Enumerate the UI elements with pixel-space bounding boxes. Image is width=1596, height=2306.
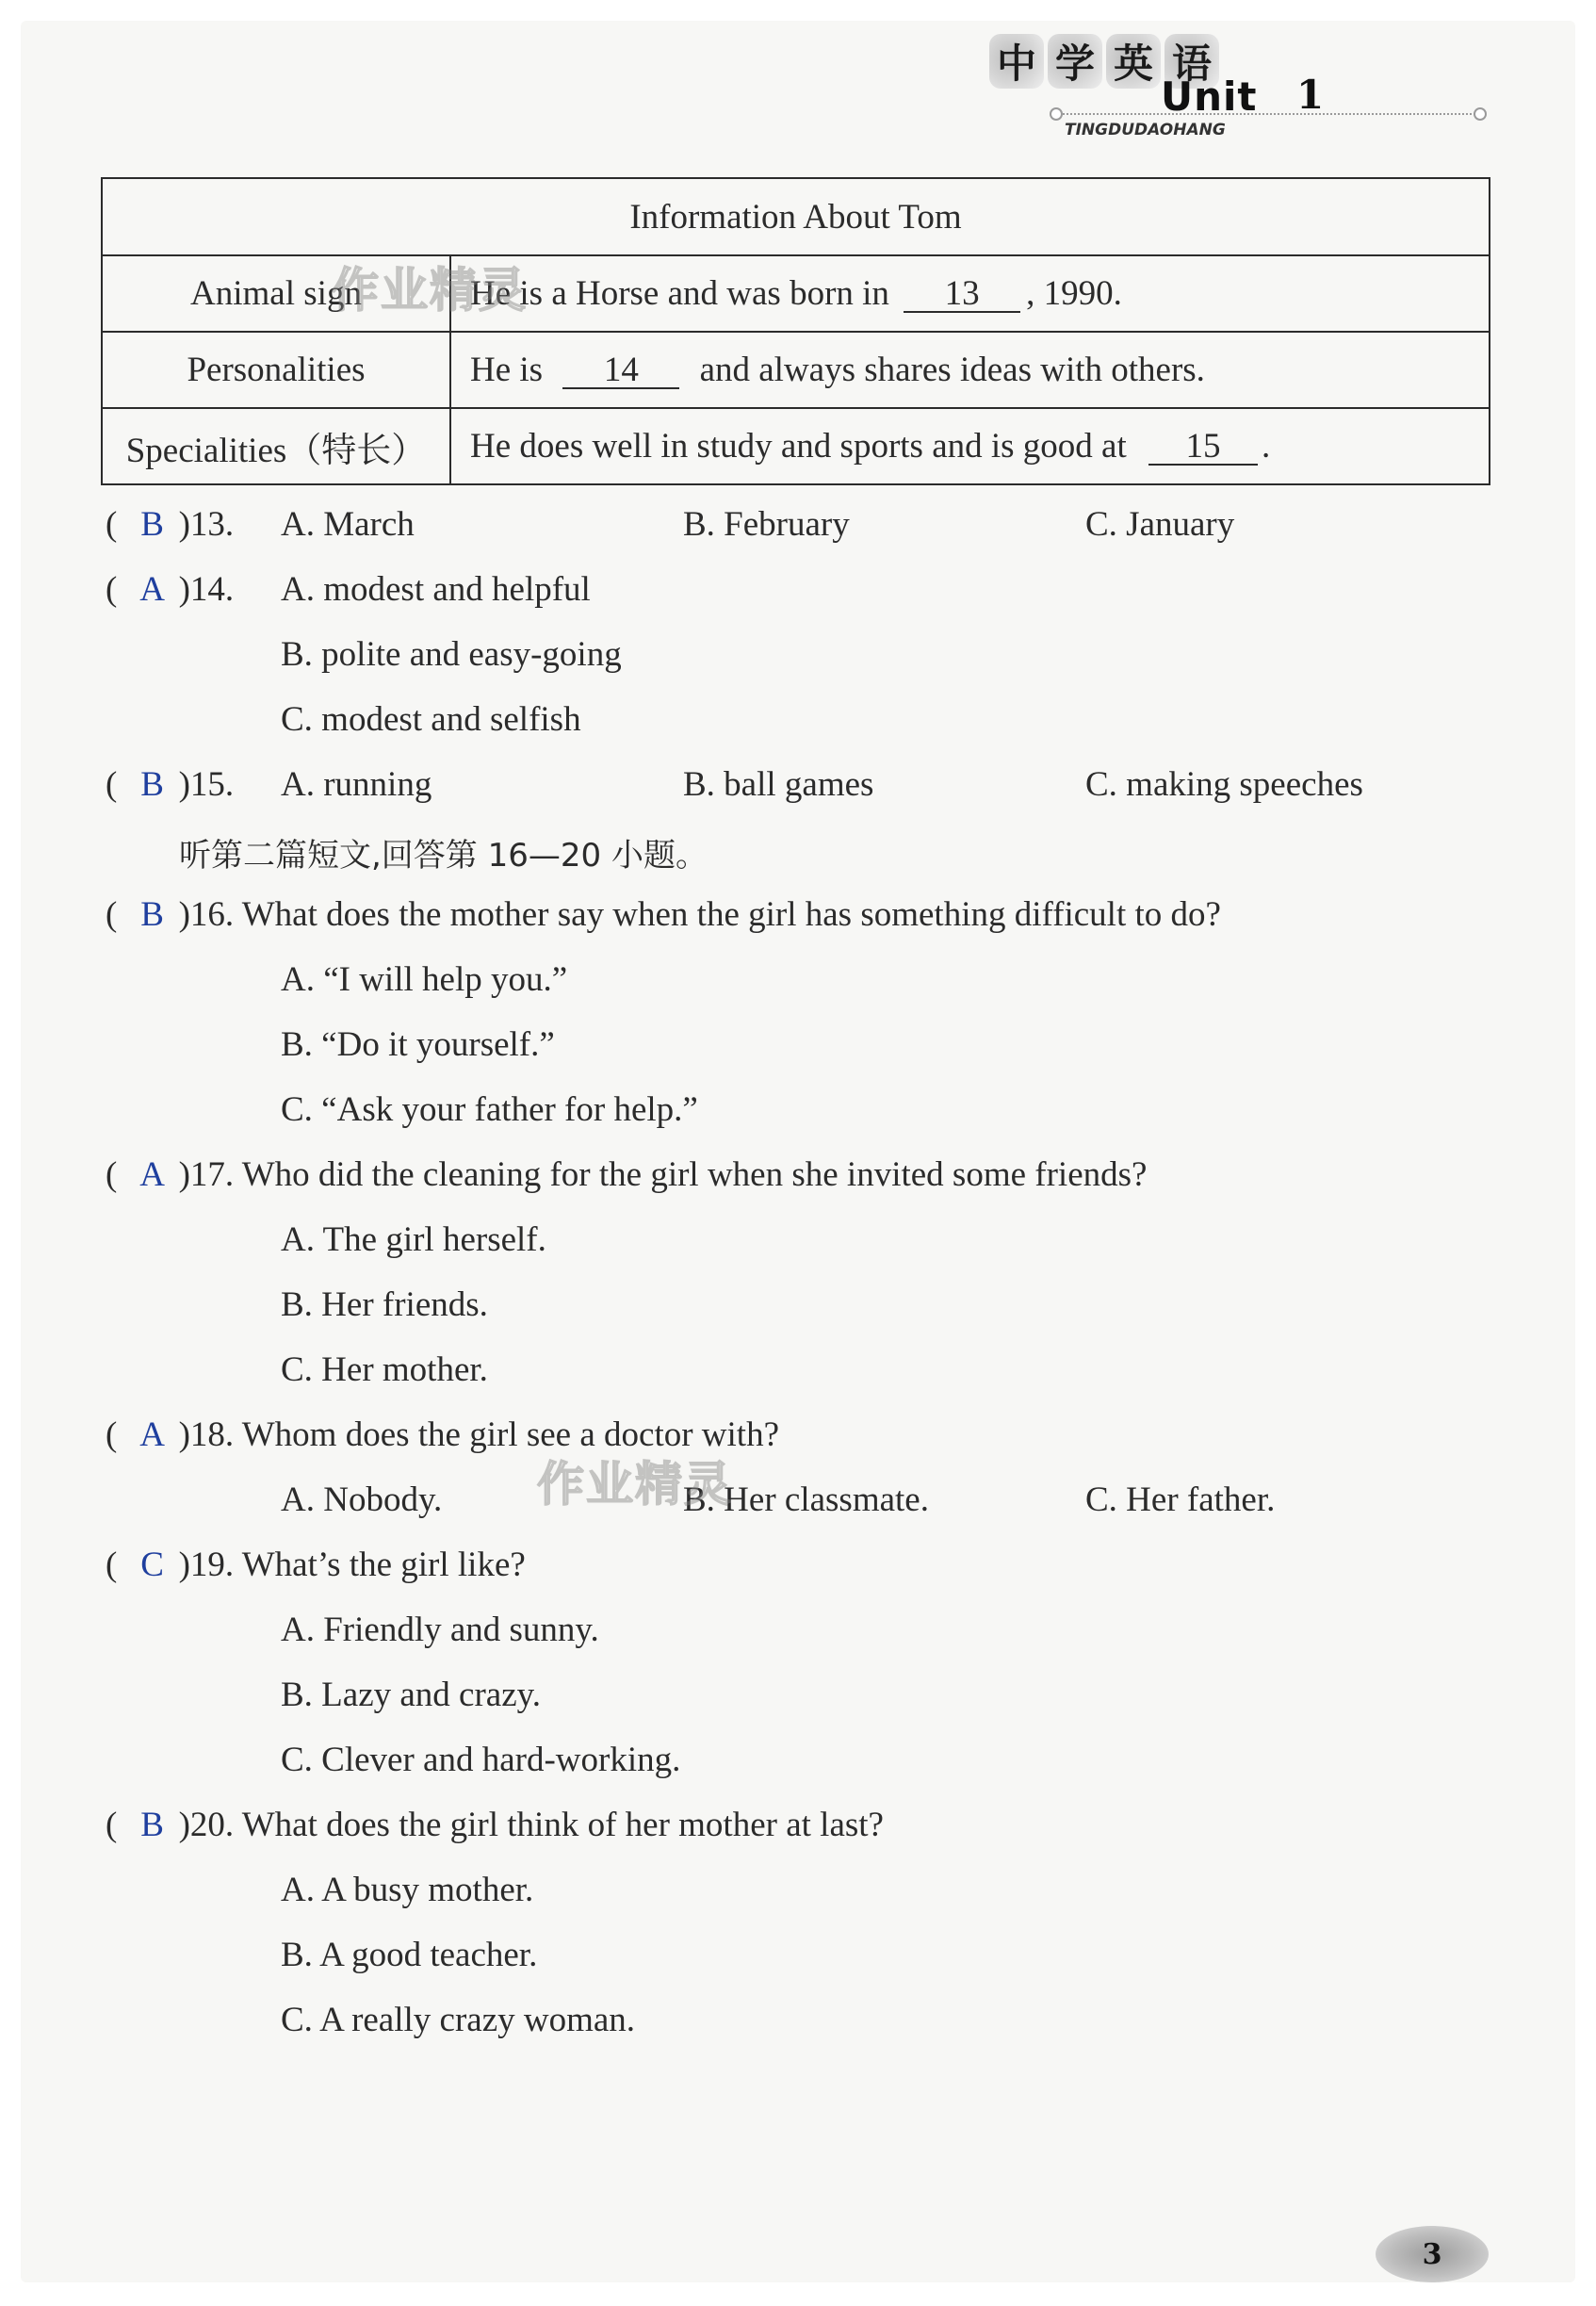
- option-a: A. Friendly and sunny.: [281, 1611, 599, 1649]
- option-c: C. A really crazy woman.: [281, 2001, 636, 2039]
- paren-open: (: [106, 765, 118, 804]
- table-row: [102, 408, 1490, 484]
- question-20: [106, 1805, 884, 1845]
- row-text: He is a Horse and was born in: [470, 274, 889, 313]
- option-c: C. “Ask your father for help.”: [281, 1090, 698, 1129]
- page-header: [989, 30, 1517, 143]
- question-15: [106, 764, 234, 805]
- question-number: )20.: [178, 1806, 235, 1844]
- question-text: Whom does the girl see a doctor with?: [241, 1415, 779, 1454]
- option-a: A. running: [281, 765, 432, 804]
- question-text: What does the girl think of her mother at last?: [241, 1806, 884, 1844]
- paren-open: (: [106, 895, 118, 934]
- question-14: [106, 569, 234, 610]
- row-label: Animal sign: [102, 255, 450, 332]
- question-text: What’s the girl like?: [241, 1546, 526, 1584]
- option-b: B. February: [683, 505, 850, 544]
- paren-open: (: [106, 1806, 118, 1844]
- question-number: )16.: [178, 895, 235, 934]
- answer-mark: B: [140, 765, 164, 804]
- row-label: Specialities（特长）: [102, 408, 450, 484]
- question-number: )17.: [178, 1155, 235, 1194]
- unit-label: Unit: [1161, 74, 1258, 120]
- question-number: )14.: [178, 570, 235, 609]
- option-b: B. “Do it yourself.”: [281, 1025, 555, 1064]
- answer-blank: 13: [904, 276, 1020, 313]
- option-c: C. making speeches: [1085, 765, 1363, 804]
- option-b: B. ball games: [683, 765, 874, 804]
- header-char: 语: [1164, 34, 1219, 89]
- option-a: A. Nobody.: [281, 1480, 443, 1519]
- info-table: [101, 177, 1490, 485]
- divider-dot-icon: [1474, 107, 1487, 121]
- header-subtitle: TINGDUDAOHANG: [1065, 121, 1226, 139]
- option-b: B. Her friends.: [281, 1285, 488, 1324]
- question-19: [106, 1545, 526, 1585]
- table-title: Information About Tom: [102, 178, 1490, 255]
- watermark: 作业精灵: [537, 1457, 733, 1512]
- question-text: Who did the cleaning for the girl when she invited some friends?: [241, 1155, 1148, 1194]
- answer-blank: 15: [1148, 429, 1258, 466]
- question-number: )13.: [178, 505, 235, 544]
- table-row: [102, 255, 1490, 332]
- option-c: C. Clever and hard-working.: [281, 1741, 681, 1779]
- option-b: B. Lazy and crazy.: [281, 1676, 541, 1714]
- question-17: [106, 1154, 1147, 1195]
- paren-open: (: [106, 570, 118, 609]
- option-c: C. Her father.: [1085, 1480, 1276, 1519]
- section-instruction: 听第二篇短文,回答第 16—20 小题。: [179, 837, 708, 875]
- option-a: A. A busy mother.: [281, 1871, 534, 1909]
- row-text: He is: [470, 351, 544, 389]
- option-b: B. polite and easy-going: [281, 635, 622, 674]
- paren-open: (: [106, 1415, 118, 1454]
- question-16: [106, 894, 1221, 935]
- paren-open: (: [106, 1155, 118, 1194]
- answer-mark: B: [140, 505, 164, 544]
- option-b: B. A good teacher.: [281, 1936, 538, 1974]
- row-text: , 1990.: [1026, 274, 1122, 313]
- table-row: [102, 332, 1490, 408]
- watermark: 作业精灵: [332, 263, 528, 318]
- header-char: 英: [1106, 34, 1161, 89]
- answer-mark: A: [139, 1155, 165, 1194]
- answer-mark: B: [140, 1806, 164, 1844]
- question-number: )18.: [178, 1415, 235, 1454]
- row-text: .: [1262, 427, 1271, 466]
- paren-open: (: [106, 1546, 118, 1584]
- question-13: [106, 504, 234, 545]
- row-content: [450, 255, 1490, 332]
- row-content: [450, 408, 1490, 484]
- question-number: )19.: [178, 1546, 235, 1584]
- option-c: C. Her mother.: [281, 1350, 488, 1389]
- row-content: [450, 332, 1490, 408]
- row-label: Personalities: [102, 332, 450, 408]
- question-text: What does the mother say when the girl has something difficult to do?: [241, 895, 1221, 934]
- unit-number: 1: [1296, 72, 1325, 118]
- answer-mark: B: [140, 895, 164, 934]
- header-char: 中: [989, 34, 1044, 89]
- option-b: B. Her classmate.: [683, 1480, 929, 1519]
- header-divider: [1055, 113, 1479, 115]
- option-a: A. March: [281, 505, 415, 544]
- option-c: C. modest and selfish: [281, 700, 581, 739]
- answer-blank: 14: [562, 352, 679, 389]
- question-number: )15.: [178, 765, 235, 804]
- option-c: C. January: [1085, 505, 1235, 544]
- row-text: and always shares ideas with others.: [699, 351, 1205, 389]
- header-char: 学: [1048, 34, 1102, 89]
- row-text: He does well in study and sports and is good at: [470, 427, 1127, 466]
- answer-mark: C: [140, 1546, 164, 1584]
- option-a: A. The girl herself.: [281, 1220, 546, 1259]
- option-a: A. modest and helpful: [281, 570, 591, 609]
- page-number: 3: [1376, 2226, 1489, 2282]
- option-a: A. “I will help you.”: [281, 960, 568, 999]
- divider-dot-icon: [1050, 107, 1063, 121]
- paren-open: (: [106, 505, 118, 544]
- answer-mark: A: [139, 570, 165, 609]
- table-header-row: [102, 178, 1490, 255]
- answer-mark: A: [139, 1415, 165, 1454]
